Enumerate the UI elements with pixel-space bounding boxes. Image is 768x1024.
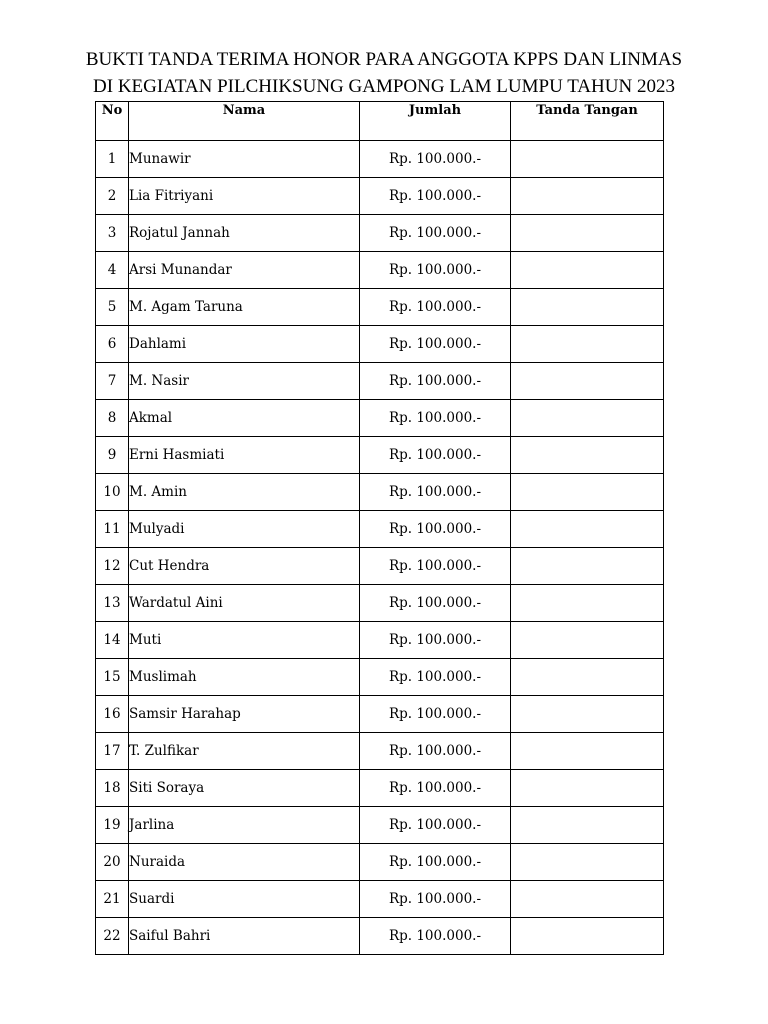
row-number: 8 (96, 400, 129, 437)
row-number: 10 (96, 474, 129, 511)
row-amount: Rp. 100.000.- (360, 733, 511, 770)
row-signature-cell (511, 252, 664, 289)
row-amount: Rp. 100.000.- (360, 363, 511, 400)
row-amount: Rp. 100.000.- (360, 474, 511, 511)
row-signature-cell (511, 659, 664, 696)
row-amount: Rp. 100.000.- (360, 844, 511, 881)
row-signature-cell (511, 918, 664, 955)
row-amount: Rp. 100.000.- (360, 622, 511, 659)
row-name: M. Amin (129, 474, 360, 511)
row-signature-cell (511, 844, 664, 881)
row-name: T. Zulfikar (129, 733, 360, 770)
row-signature-cell (511, 363, 664, 400)
row-amount: Rp. 100.000.- (360, 659, 511, 696)
row-amount: Rp. 100.000.- (360, 918, 511, 955)
row-name: Suardi (129, 881, 360, 918)
header-tanda-tangan: Tanda Tangan (511, 102, 664, 141)
table-row (96, 252, 664, 289)
row-number: 16 (96, 696, 129, 733)
row-name: Siti Soraya (129, 770, 360, 807)
row-number: 19 (96, 807, 129, 844)
row-number: 17 (96, 733, 129, 770)
table-row (96, 622, 664, 659)
title-line-2: DI KEGIATAN PILCHIKSUNG GAMPONG LAM LUMPU TAHUN 2023 (93, 76, 675, 97)
table-row (96, 585, 664, 622)
table-row (96, 807, 664, 844)
row-amount: Rp. 100.000.- (360, 215, 511, 252)
row-number: 13 (96, 585, 129, 622)
table-header-row (96, 102, 664, 141)
table-row (96, 178, 664, 215)
row-amount: Rp. 100.000.- (360, 807, 511, 844)
row-signature-cell (511, 696, 664, 733)
header-jumlah: Jumlah (360, 102, 511, 141)
row-name: Dahlami (129, 326, 360, 363)
row-name: Wardatul Aini (129, 585, 360, 622)
document-title (0, 46, 768, 100)
row-name: Muti (129, 622, 360, 659)
row-number: 22 (96, 918, 129, 955)
row-name: Arsi Munandar (129, 252, 360, 289)
row-amount: Rp. 100.000.- (360, 326, 511, 363)
table-row (96, 696, 664, 733)
header-no: No (96, 102, 129, 141)
row-number: 20 (96, 844, 129, 881)
table-row (96, 363, 664, 400)
row-name: Cut Hendra (129, 548, 360, 585)
row-signature-cell (511, 289, 664, 326)
table-row (96, 881, 664, 918)
row-amount: Rp. 100.000.- (360, 437, 511, 474)
row-amount: Rp. 100.000.- (360, 548, 511, 585)
header-nama: Nama (129, 102, 360, 141)
row-name: M. Nasir (129, 363, 360, 400)
table-row (96, 659, 664, 696)
row-name: Akmal (129, 400, 360, 437)
row-amount: Rp. 100.000.- (360, 400, 511, 437)
table-row (96, 289, 664, 326)
table-row (96, 511, 664, 548)
row-number: 15 (96, 659, 129, 696)
row-name: Munawir (129, 141, 360, 178)
row-number: 21 (96, 881, 129, 918)
row-amount: Rp. 100.000.- (360, 770, 511, 807)
row-name: Jarlina (129, 807, 360, 844)
row-amount: Rp. 100.000.- (360, 252, 511, 289)
row-signature-cell (511, 881, 664, 918)
table-row (96, 844, 664, 881)
row-amount: Rp. 100.000.- (360, 585, 511, 622)
row-number: 14 (96, 622, 129, 659)
table-row (96, 141, 664, 178)
row-number: 11 (96, 511, 129, 548)
row-number: 7 (96, 363, 129, 400)
table-row (96, 215, 664, 252)
table-row (96, 474, 664, 511)
row-name: Lia Fitriyani (129, 178, 360, 215)
row-name: Mulyadi (129, 511, 360, 548)
row-number: 9 (96, 437, 129, 474)
row-signature-cell (511, 215, 664, 252)
table-body (96, 141, 664, 955)
row-amount: Rp. 100.000.- (360, 511, 511, 548)
row-number: 5 (96, 289, 129, 326)
row-signature-cell (511, 400, 664, 437)
row-signature-cell (511, 178, 664, 215)
row-signature-cell (511, 437, 664, 474)
row-name: Erni Hasmiati (129, 437, 360, 474)
row-number: 6 (96, 326, 129, 363)
row-number: 4 (96, 252, 129, 289)
row-amount: Rp. 100.000.- (360, 881, 511, 918)
table-row (96, 548, 664, 585)
row-signature-cell (511, 733, 664, 770)
row-amount: Rp. 100.000.- (360, 178, 511, 215)
row-name: Nuraida (129, 844, 360, 881)
row-name: Muslimah (129, 659, 360, 696)
row-name: Samsir Harahap (129, 696, 360, 733)
row-signature-cell (511, 326, 664, 363)
row-signature-cell (511, 585, 664, 622)
table-row (96, 400, 664, 437)
row-number: 3 (96, 215, 129, 252)
table-row (96, 437, 664, 474)
table-row (96, 770, 664, 807)
row-amount: Rp. 100.000.- (360, 696, 511, 733)
row-number: 12 (96, 548, 129, 585)
row-signature-cell (511, 622, 664, 659)
row-name: M. Agam Taruna (129, 289, 360, 326)
honor-receipt-table (95, 101, 664, 955)
table-row (96, 918, 664, 955)
row-signature-cell (511, 548, 664, 585)
row-name: Rojatul Jannah (129, 215, 360, 252)
row-signature-cell (511, 770, 664, 807)
row-name: Saiful Bahri (129, 918, 360, 955)
row-number: 18 (96, 770, 129, 807)
title-line-1: BUKTI TANDA TERIMA HONOR PARA ANGGOTA KPPS DAN LINMAS (85, 49, 683, 70)
row-signature-cell (511, 474, 664, 511)
row-amount: Rp. 100.000.- (360, 141, 511, 178)
table-row (96, 733, 664, 770)
row-number: 2 (96, 178, 129, 215)
row-amount: Rp. 100.000.- (360, 289, 511, 326)
row-number: 1 (96, 141, 129, 178)
row-signature-cell (511, 141, 664, 178)
row-signature-cell (511, 511, 664, 548)
row-signature-cell (511, 807, 664, 844)
table-row (96, 326, 664, 363)
